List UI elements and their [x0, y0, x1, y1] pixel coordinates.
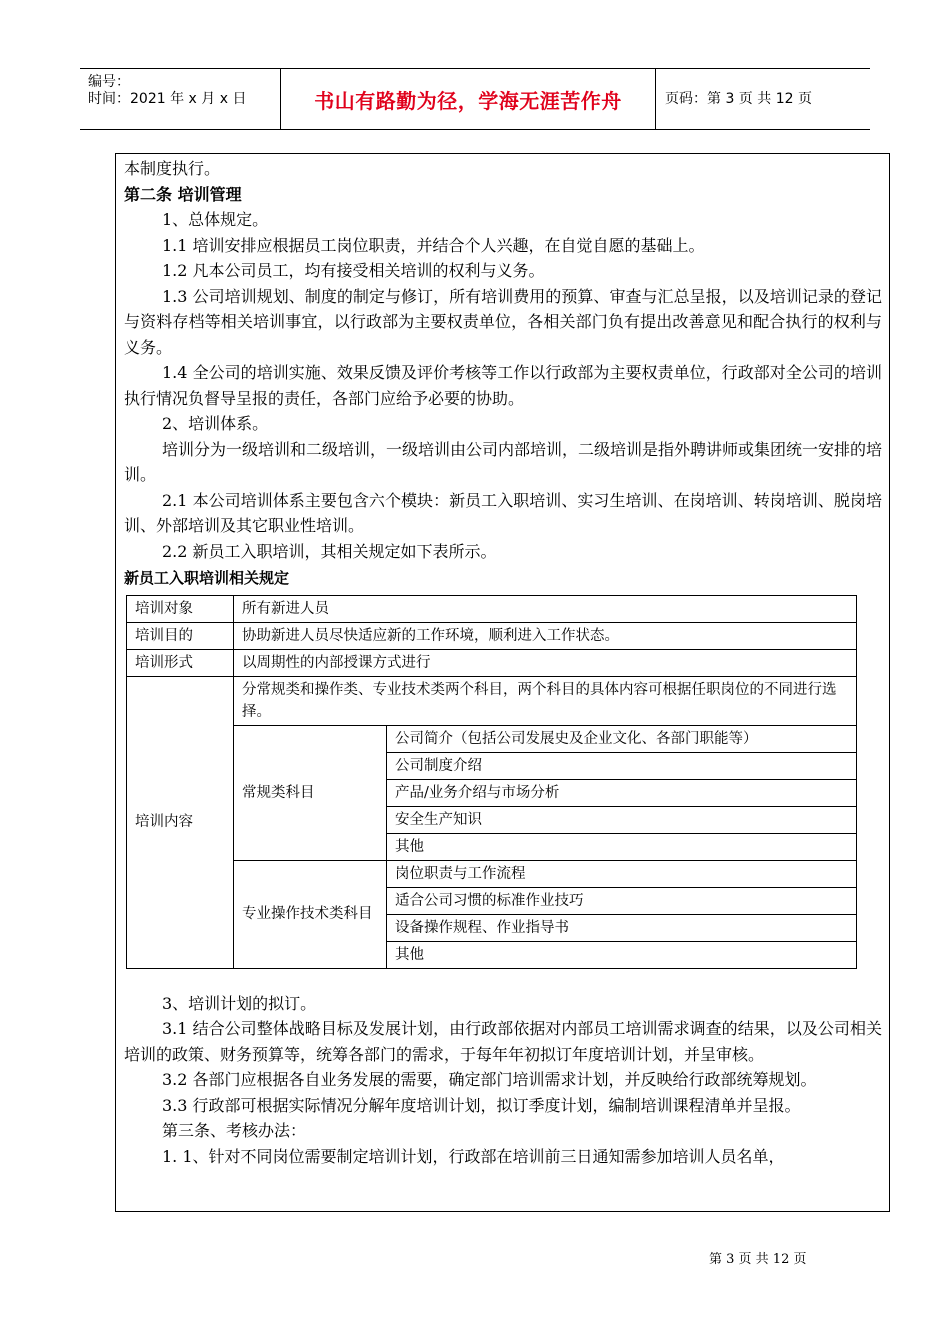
- document-body: [124, 156, 882, 1169]
- header-page-number: 页码：第 3 页 共 12 页: [665, 91, 812, 107]
- paragraph: 1.1 培训安排应根据员工岗位职责，并结合个人兴趣，在自觉自愿的基础上。: [162, 235, 705, 255]
- spacer: [124, 969, 882, 991]
- document-number: 编号：: [88, 74, 130, 90]
- table-cell-item: 公司制度介绍: [387, 752, 857, 779]
- table-cell-group: 专业操作技术类科目: [234, 860, 387, 968]
- paragraph: 1.2 凡本公司员工，均有接受相关培训的权利与义务。: [162, 261, 545, 280]
- table-cell-label: 培训内容: [127, 676, 234, 968]
- paragraph: 3.1 结合公司整体战略目标及发展计划，由行政部依据对内部员工培训需求调查的结果，以及公司相关培训的政策、财务预算等，统筹各部门的需求，于每年年初拟订年度培训计划，并呈审核。: [124, 1019, 882, 1064]
- footer-page-number: 第 3 页 共 12 页: [709, 1252, 807, 1267]
- table-cell-item: 安全生产知识: [387, 806, 857, 833]
- header-meta: [80, 69, 280, 129]
- paragraph: 1.3 公司培训规划、制度的制定与修订，所有培训费用的预算、审查与汇总呈报，以及培训记录的登记与资料存档等相关培训事宜，以行政部为主要权责单位，各相关部门负有提出改善意见和配合执行的权利与义务。: [124, 286, 882, 357]
- table-cell-value: 协助新进人员尽快适应新的工作环境，顺利进入工作状态。: [234, 622, 857, 649]
- paragraph: 3.3 行政部可根据实际情况分解年度培训计划，拟订季度计划，编制培训课程清单并呈报。: [162, 1095, 801, 1115]
- table-cell-item: 岗位职责与工作流程: [387, 860, 857, 887]
- paragraph: 2、培训体系。: [162, 414, 269, 433]
- table-title: 新员工入职培训相关规定: [124, 569, 290, 587]
- page-header: [80, 68, 870, 130]
- paragraph: 1.4 全公司的培训实施、效果反馈及评价考核等工作以行政部为主要权责单位，行政部对全公司的培训执行情况负督导呈报的责任，各部门应给予必要的协助。: [124, 363, 882, 408]
- document-date: 时间：2021 年 x 月 x 日: [88, 91, 247, 107]
- table-row: [127, 595, 857, 622]
- table-cell-item: 公司简介（包括公司发展史及企业文化、各部门职能等）: [387, 725, 857, 752]
- table-row: [127, 676, 857, 725]
- table-cell-item: 产品/业务介绍与市场分析: [387, 779, 857, 806]
- table-cell-label: 培训对象: [127, 595, 234, 622]
- table-row: [127, 725, 857, 752]
- paragraph: 2.1 本公司培训体系主要包含六个模块：新员工入职培训、实习生培训、在岗培训、转岗培训、脱岗培训、外部培训及其它职业性培训。: [124, 490, 882, 535]
- table-cell-group: 常规类科目: [234, 725, 387, 860]
- content-frame: [115, 153, 890, 1212]
- table-row: [127, 649, 857, 676]
- paragraph: 1、总体规定。: [162, 210, 269, 229]
- table-cell-item: 其他: [387, 833, 857, 860]
- table-row: [127, 622, 857, 649]
- table-cell-item: 其他: [387, 941, 857, 968]
- table-cell-label: 培训目的: [127, 622, 234, 649]
- training-rules-table: [126, 595, 857, 969]
- table-cell-label: 培训形式: [127, 649, 234, 676]
- table-cell-value: 以周期性的内部授课方式进行: [234, 649, 857, 676]
- table-row: [127, 860, 857, 887]
- header-page-cell: [655, 69, 870, 129]
- paragraph: 本制度执行。: [124, 159, 221, 178]
- paragraph: 培训分为一级培训和二级培训，一级培训由公司内部培训，二级培训是指外聘讲师或集团统一安排的培训。: [124, 439, 883, 484]
- page-footer: [709, 1248, 806, 1267]
- table-cell-value: 所有新进人员: [234, 595, 857, 622]
- table-cell-value: 分常规类和操作类、专业技术类两个科目，两个科目的具体内容可根据任职岗位的不同进行选择。: [234, 676, 857, 725]
- table-cell-item: 适合公司习惯的标准作业技巧: [387, 887, 857, 914]
- paragraph: 1. 1、针对不同岗位需要制定培训计划，行政部在培训前三日通知需参加培训人员名单，: [162, 1146, 785, 1166]
- paragraph: 2.2 新员工入职培训，其相关规定如下表所示。: [162, 541, 497, 561]
- paragraph: 3.2 各部门应根据各自业务发展的需要，确定部门培训需求计划，并反映给行政部统筹规划。: [162, 1070, 817, 1089]
- section-heading: 第二条 培训管理: [124, 184, 242, 204]
- paragraph: 第三条、考核办法：: [162, 1121, 307, 1140]
- header-motto-cell: [280, 69, 656, 129]
- table-cell-item: 设备操作规程、作业指导书: [387, 914, 857, 941]
- motto: 书山有路勤为径，学海无涯苦作舟: [314, 88, 622, 113]
- paragraph: 3、培训计划的拟订。: [162, 993, 317, 1013]
